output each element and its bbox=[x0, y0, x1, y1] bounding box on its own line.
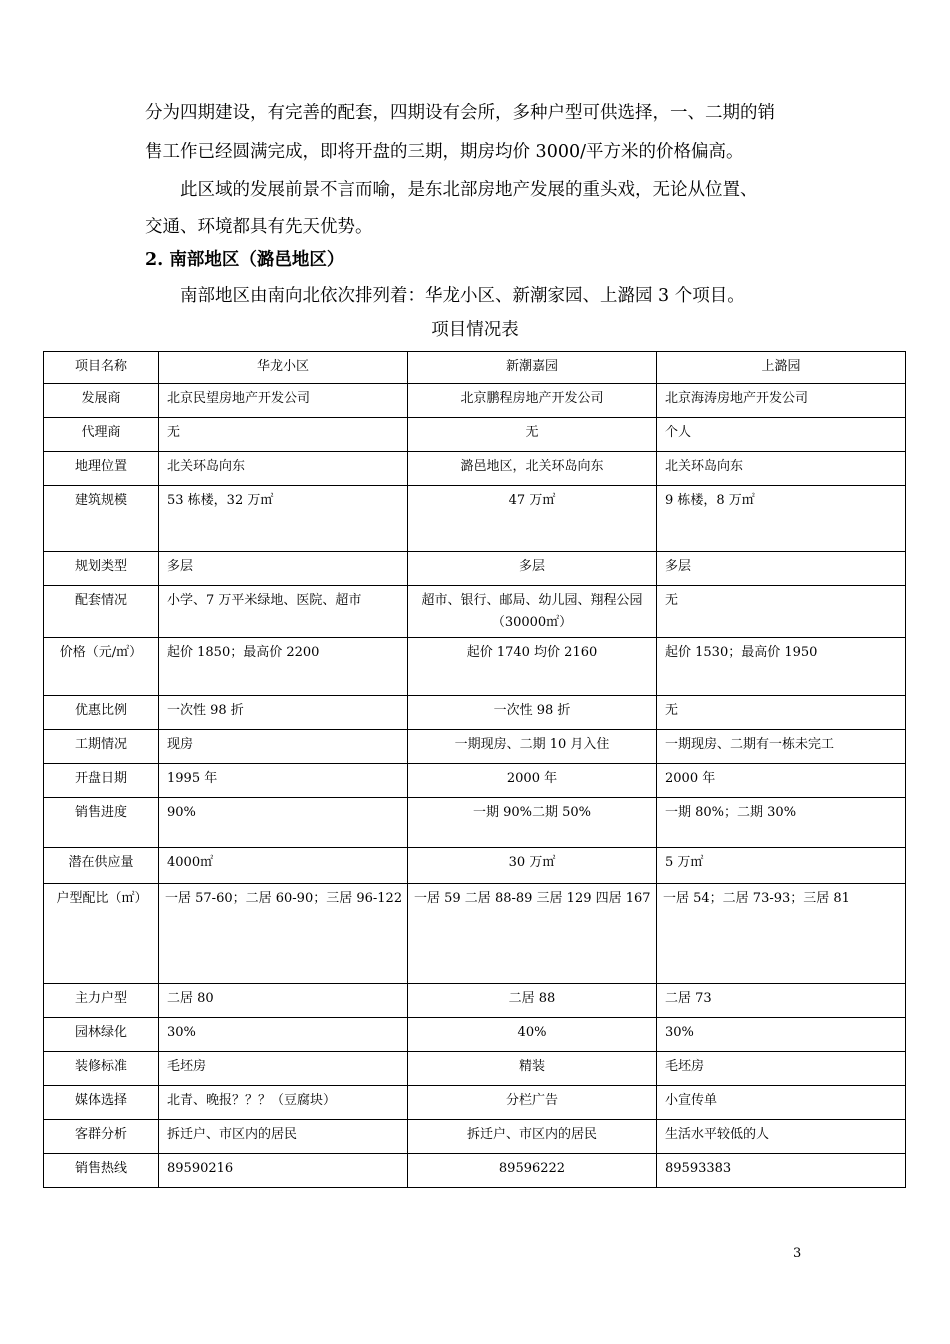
table-row bbox=[44, 730, 906, 764]
paragraph-line: 交通、环境都具有先天优势。 bbox=[145, 217, 373, 237]
page-number: 3 bbox=[793, 1246, 802, 1261]
table-cell: 一次性 98 折 bbox=[408, 696, 657, 730]
table-cell: 北京民望房地产开发公司 bbox=[159, 384, 408, 418]
table-cell: 小学、7 万平米绿地、医院、超市 bbox=[159, 586, 408, 638]
table-cell: 2000 年 bbox=[657, 764, 906, 798]
row-label: 销售进度 bbox=[44, 798, 159, 848]
table-row bbox=[44, 586, 906, 638]
table-row bbox=[44, 552, 906, 586]
table-cell: 起价 1850；最高价 2200 bbox=[159, 638, 408, 696]
row-label: 销售热线 bbox=[44, 1154, 159, 1188]
table-cell: 潞邑地区，北关环岛向东 bbox=[408, 452, 657, 486]
table-cell: 89596222 bbox=[408, 1154, 657, 1188]
header-cell-project: 新潮嘉园 bbox=[408, 352, 657, 384]
table-cell: 无 bbox=[657, 586, 906, 638]
table-cell: 无 bbox=[159, 418, 408, 452]
row-label: 潜在供应量 bbox=[44, 848, 159, 884]
table-cell: 小宣传单 bbox=[657, 1086, 906, 1120]
table-cell: 53 栋楼，32 万㎡ bbox=[159, 486, 408, 552]
table-cell: 起价 1740 均价 2160 bbox=[408, 638, 657, 696]
table-cell: 毛坯房 bbox=[657, 1052, 906, 1086]
table-cell: 多层 bbox=[408, 552, 657, 586]
table-cell: 北青、晚报？？？（豆腐块） bbox=[159, 1086, 408, 1120]
table-cell: 30% bbox=[159, 1018, 408, 1052]
table-row bbox=[44, 1120, 906, 1154]
table-row bbox=[44, 848, 906, 884]
table-cell: 北京鹏程房地产开发公司 bbox=[408, 384, 657, 418]
table-cell: 个人 bbox=[657, 418, 906, 452]
header-cell-project: 华龙小区 bbox=[159, 352, 408, 384]
row-label: 开盘日期 bbox=[44, 764, 159, 798]
table-cell: 多层 bbox=[159, 552, 408, 586]
table-cell: 生活水平较低的人 bbox=[657, 1120, 906, 1154]
table-cell: 30 万㎡ bbox=[408, 848, 657, 884]
table-row bbox=[44, 638, 906, 696]
table-cell: 拆迁户、市区内的居民 bbox=[159, 1120, 408, 1154]
table-cell: 一期 90%二期 50% bbox=[408, 798, 657, 848]
table-cell: 2000 年 bbox=[408, 764, 657, 798]
table-cell: 9 栋楼，8 万㎡ bbox=[657, 486, 906, 552]
row-label: 装修标准 bbox=[44, 1052, 159, 1086]
table-cell: 一居 54；二居 73-93；三居 81 bbox=[657, 884, 906, 984]
paragraph-line: 售工作已经圆满完成，即将开盘的三期，期房均价 3000/平方米的价格偏高。 bbox=[145, 142, 744, 162]
header-cell-project: 上潞园 bbox=[657, 352, 906, 384]
row-label: 地理位置 bbox=[44, 452, 159, 486]
table-cell: 5 万㎡ bbox=[657, 848, 906, 884]
table-cell: 精装 bbox=[408, 1052, 657, 1086]
row-label: 优惠比例 bbox=[44, 696, 159, 730]
table-row bbox=[44, 486, 906, 552]
table-cell: 现房 bbox=[159, 730, 408, 764]
row-label: 园林绿化 bbox=[44, 1018, 159, 1052]
table-cell: 拆迁户、市区内的居民 bbox=[408, 1120, 657, 1154]
table-row bbox=[44, 1052, 906, 1086]
table-cell: 89593383 bbox=[657, 1154, 906, 1188]
table-cell: 二居 88 bbox=[408, 984, 657, 1018]
table-row bbox=[44, 384, 906, 418]
row-label: 规划类型 bbox=[44, 552, 159, 586]
table-cell: 一次性 98 折 bbox=[159, 696, 408, 730]
row-label: 建筑规模 bbox=[44, 486, 159, 552]
table-cell: 无 bbox=[408, 418, 657, 452]
table-row bbox=[44, 1154, 906, 1188]
table-header-row bbox=[44, 352, 906, 384]
table-row bbox=[44, 798, 906, 848]
table-row bbox=[44, 984, 906, 1018]
table-row bbox=[44, 884, 906, 984]
row-label: 发展商 bbox=[44, 384, 159, 418]
table-row bbox=[44, 764, 906, 798]
table-row bbox=[44, 452, 906, 486]
table-caption: 项目情况表 bbox=[431, 320, 519, 340]
row-label: 工期情况 bbox=[44, 730, 159, 764]
row-label: 代理商 bbox=[44, 418, 159, 452]
paragraph-line: 此区域的发展前景不言而喻，是东北部房地产发展的重头戏，无论从位置、 bbox=[180, 180, 758, 200]
table-cell: 30% bbox=[657, 1018, 906, 1052]
paragraph-line: 南部地区由南向北依次排列着：华龙小区、新潮家园、上潞园 3 个项目。 bbox=[180, 286, 745, 306]
section-heading: 2. 南部地区（潞邑地区） bbox=[145, 250, 345, 270]
table-cell: 起价 1530；最高价 1950 bbox=[657, 638, 906, 696]
table-cell: 4000㎡ bbox=[159, 848, 408, 884]
table-cell: 89590216 bbox=[159, 1154, 408, 1188]
table-cell: 多层 bbox=[657, 552, 906, 586]
row-label: 价格（元/㎡） bbox=[44, 638, 159, 696]
table-row bbox=[44, 1086, 906, 1120]
table-cell: 北京海涛房地产开发公司 bbox=[657, 384, 906, 418]
table-cell: 无 bbox=[657, 696, 906, 730]
row-label: 主力户型 bbox=[44, 984, 159, 1018]
table-cell: 分栏广告 bbox=[408, 1086, 657, 1120]
table-cell: 1995 年 bbox=[159, 764, 408, 798]
table-cell: 北关环岛向东 bbox=[657, 452, 906, 486]
row-label: 配套情况 bbox=[44, 586, 159, 638]
paragraph-line: 分为四期建设，有完善的配套，四期设有会所，多种户型可供选择，一、二期的销 bbox=[145, 103, 775, 123]
table-cell: 超市、银行、邮局、幼儿园、翔程公园（30000㎡） bbox=[408, 586, 657, 638]
table-cell: 二居 73 bbox=[657, 984, 906, 1018]
table-cell: 一期现房、二期有一栋未完工 bbox=[657, 730, 906, 764]
table-row bbox=[44, 1018, 906, 1052]
table-cell: 二居 80 bbox=[159, 984, 408, 1018]
table-cell: 47 万㎡ bbox=[408, 486, 657, 552]
table-cell: 一期 80%；二期 30% bbox=[657, 798, 906, 848]
table-cell: 一居 59 二居 88-89 三居 129 四居 167 bbox=[408, 884, 657, 984]
row-label: 户型配比（㎡） bbox=[44, 884, 159, 984]
table-row bbox=[44, 696, 906, 730]
row-label: 客群分析 bbox=[44, 1120, 159, 1154]
header-cell-label: 项目名称 bbox=[44, 352, 159, 384]
table-cell: 北关环岛向东 bbox=[159, 452, 408, 486]
table-cell: 毛坯房 bbox=[159, 1052, 408, 1086]
table-cell: 40% bbox=[408, 1018, 657, 1052]
row-label: 媒体选择 bbox=[44, 1086, 159, 1120]
table-cell: 一居 57-60；二居 60-90；三居 96-122 bbox=[159, 884, 408, 984]
table-cell: 一期现房、二期 10 月入住 bbox=[408, 730, 657, 764]
table-cell: 90% bbox=[159, 798, 408, 848]
table-row bbox=[44, 418, 906, 452]
project-table bbox=[43, 351, 906, 1188]
